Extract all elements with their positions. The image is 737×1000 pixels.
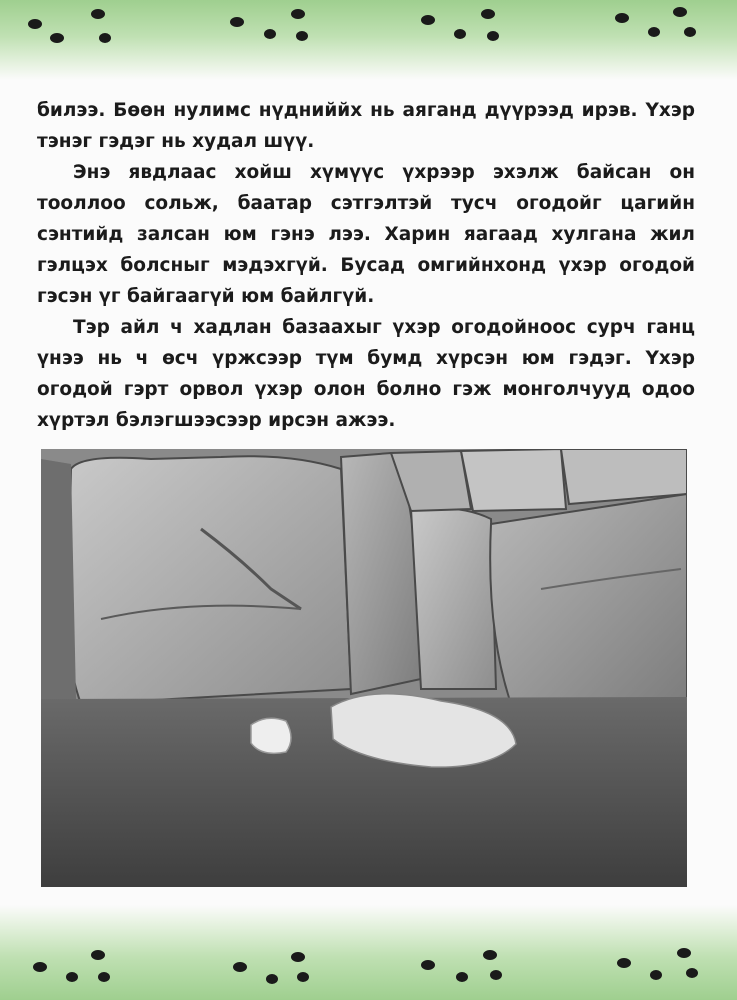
bottom-decorative-border bbox=[0, 905, 737, 1000]
pawprint-icon bbox=[0, 0, 737, 80]
body-text bbox=[37, 95, 695, 436]
pawprint-icon bbox=[0, 905, 737, 1000]
paragraph-3: Тэр айл ч хадлан базаахыг үхэр огодойноос сурч ганц үнээ нь ч өсч үржсээр түм бумд хүрсэн юм гэдэг. Үхэр огодой гэрт орвол үхэр олон болно гэж монголчууд одоо хүртэл бэлэгшээсээр ирсэн ажээ. bbox=[37, 317, 695, 431]
rock-photo bbox=[41, 449, 687, 887]
top-decorative-border bbox=[0, 0, 737, 80]
paragraph-1: билээ. Бөөн нулимс нүдниййх нь аяганд дүүрээд ирэв. Үхэр тэнэг гэдэг нь худал шүү. bbox=[37, 100, 695, 152]
paragraph-2: Энэ явдлаас хойш хүмүүс үхрээр эхэлж байсан он тооллоо сольж, баатар сэтгэлтэй тусч огодойг цагийн сэнтийд залсан юм гэнэ лээ. Харин яагаад хулгана жил гэлцэх болсныг мэдэхгүй. Бусад омгийнхонд үхэр огодой гэсэн үг байгаагүй юм байлгүй. bbox=[37, 162, 695, 307]
